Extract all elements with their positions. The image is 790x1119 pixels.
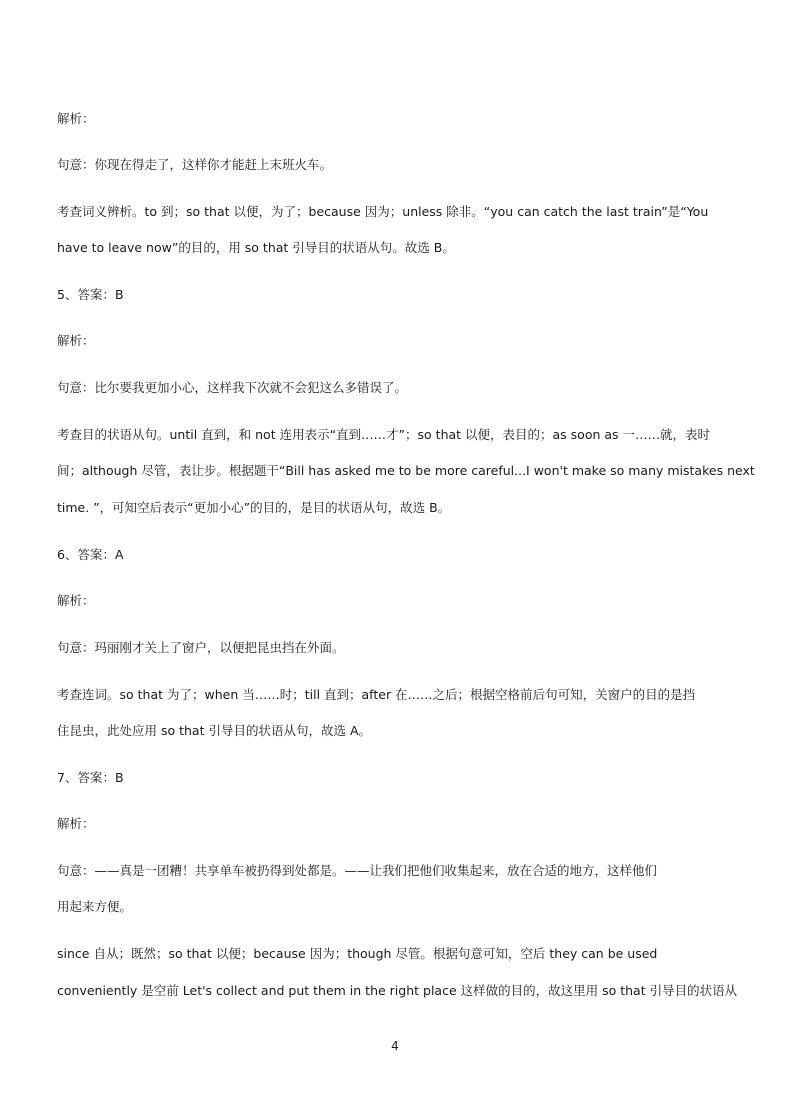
text-line: 考查词义辨析。to 到；so that 以便，为了；because 因为；unless 除非。“you can catch the last train”是“You bbox=[57, 204, 709, 219]
text-line: 间；although 尽管，表让步。根据题干“Bill has asked me to be more careful...I won't make so many mistakes next bbox=[57, 463, 755, 478]
text-line: have to leave now”的目的，用 so that 引导目的状语从句。故选 B。 bbox=[57, 240, 455, 255]
text-line: 住昆虫，此处应用 so that 引导目的状语从句，故选 A。 bbox=[57, 723, 371, 738]
text-line: 解析： bbox=[57, 333, 95, 348]
answer-heading: 7、答案：B bbox=[57, 770, 124, 785]
text-line: 句意：你现在得走了，这样你才能赶上末班火车。 bbox=[57, 157, 333, 172]
answer-heading: 5、答案：B bbox=[57, 287, 124, 302]
text-line: since 自从；既然；so that 以便；because 因为；though 尽管。根据句意可知，空后 they can be used bbox=[57, 946, 658, 961]
text-line: 用起来方便。 bbox=[57, 899, 133, 914]
text-line: 解析： bbox=[57, 111, 95, 126]
text-line: 句意：比尔要我更加小心，这样我下次就不会犯这么多错误了。 bbox=[57, 380, 408, 395]
text-line: 解析： bbox=[57, 816, 95, 831]
text-line: 解析： bbox=[57, 593, 95, 608]
text-line: conveniently 是空前 Let's collect and put them in the right place 这样做的目的，故这里用 so that 引导目的状语从 bbox=[57, 983, 738, 998]
page-number: 4 bbox=[391, 1039, 399, 1053]
text-line: 句意：玛丽刚才关上了窗户，以便把昆虫挡在外面。 bbox=[57, 640, 345, 655]
text-line: time. ”，可知空后表示“更加小心”的目的，是目的状语从句，故选 B。 bbox=[57, 500, 451, 515]
text-line: 句意：——真是一团糟！共享单车被扔得到处都是。——让我们把他们收集起来，放在合适的地方，这样他们 bbox=[57, 863, 658, 878]
text-line: 考查目的状语从句。until 直到，和 not 连用表示“直到……才”；so that 以便，表目的；as soon as 一……就，表时 bbox=[57, 427, 711, 442]
text-line: 考查连词。so that 为了；when 当……时；till 直到；after 在……之后；根据空格前后句可知，关窗户的目的是挡 bbox=[57, 687, 696, 702]
answer-heading: 6、答案：A bbox=[57, 547, 124, 562]
